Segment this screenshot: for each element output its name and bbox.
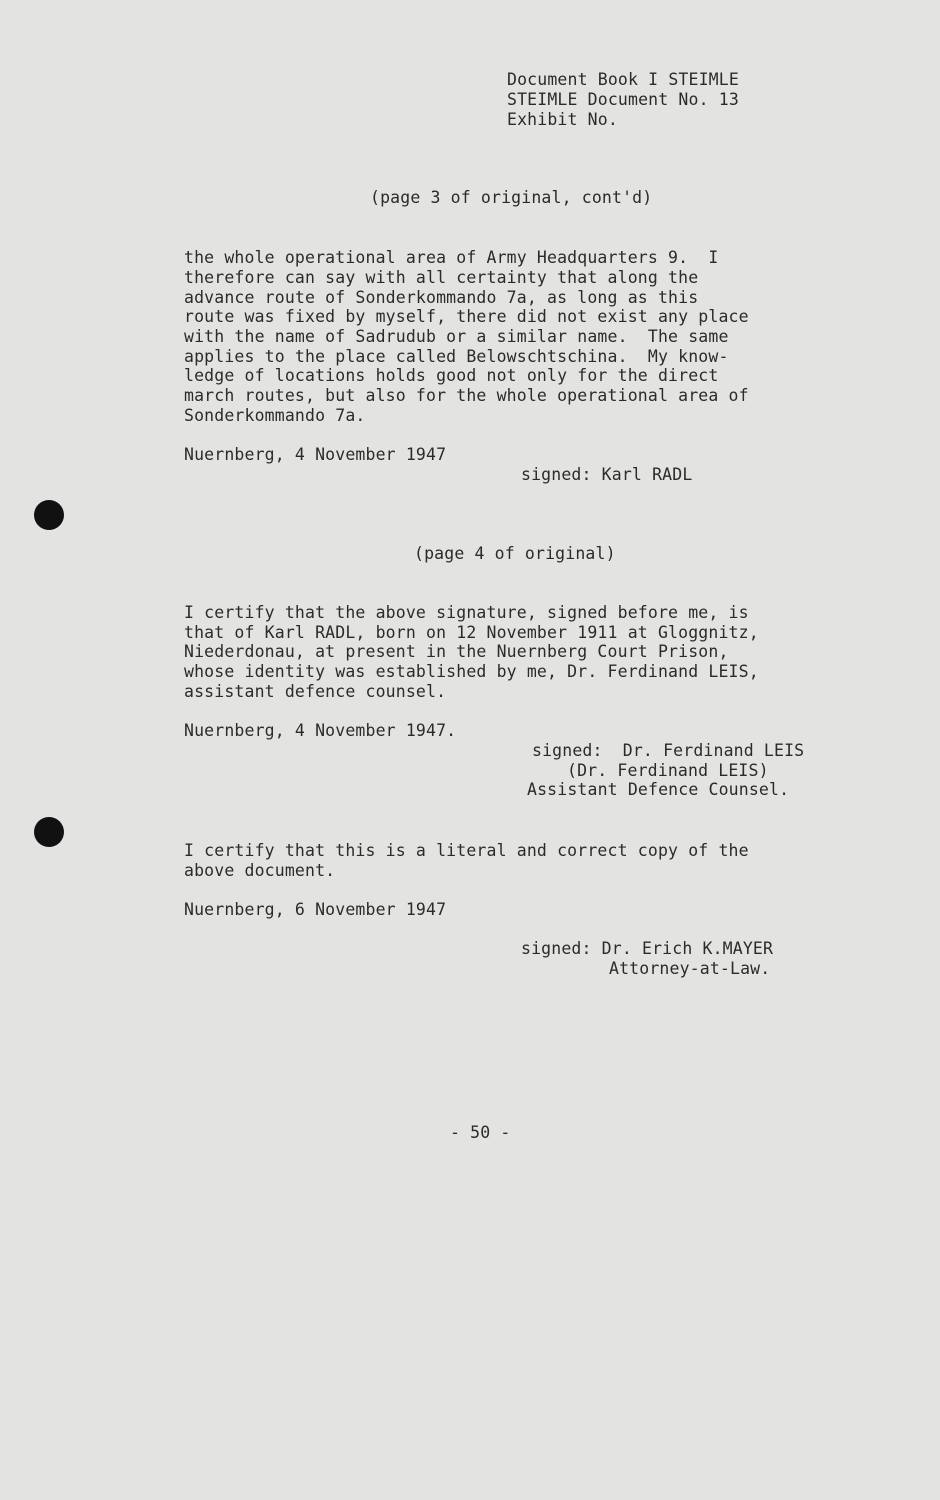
page3-line: therefore can say with all certainty that along the [184, 268, 699, 287]
page4-line: Niederdonau, at present in the Nuernberg Court Prison, [184, 642, 729, 661]
header-document-book: Document Book I STEIMLE [507, 70, 739, 89]
certification-place-date: Nuernberg, 6 November 1947 [184, 900, 447, 919]
page3-line: advance route of Sonderkommando 7a, as long as this [184, 288, 699, 307]
page4-signature-title: Assistant Defence Counsel. [527, 780, 790, 799]
page3-signature: signed: Karl RADL [521, 465, 693, 484]
page4-line: whose identity was established by me, Dr. Ferdinand LEIS, [184, 662, 759, 681]
page3-line: route was fixed by myself, there did not exist any place [184, 307, 749, 326]
page4-line: I certify that the above signature, signed before me, is [184, 603, 749, 622]
page3-line: with the name of Sadrudub or a similar name. The same [184, 327, 729, 346]
page4-line: that of Karl RADL, born on 12 November 1911 at Gloggnitz, [184, 623, 759, 642]
page4-place-date: Nuernberg, 4 November 1947. [184, 721, 457, 740]
certification-signature: signed: Dr. Erich K.MAYER [521, 939, 774, 958]
page3-line: the whole operational area of Army Headquarters 9. I [184, 248, 719, 267]
page4-signature: signed: Dr. Ferdinand LEIS [532, 741, 805, 760]
page4-signature-name: (Dr. Ferdinand LEIS) [567, 761, 769, 780]
page4-heading: (page 4 of original) [414, 544, 616, 563]
page3-line: ledge of locations holds good not only for the direct [184, 366, 719, 385]
page3-place-date: Nuernberg, 4 November 1947 [184, 445, 447, 464]
certification-signature-title: Attorney-at-Law. [609, 959, 771, 978]
header-exhibit-number: Exhibit No. [507, 110, 618, 129]
punch-hole-bottom [34, 817, 64, 847]
page3-line: Sonderkommando 7a. [184, 406, 366, 425]
page3-line: applies to the place called Belowschtschina. My know- [184, 347, 729, 366]
header-document-number: STEIMLE Document No. 13 [507, 90, 739, 109]
page3-heading: (page 3 of original, cont'd) [370, 188, 653, 207]
certification-line: I certify that this is a literal and correct copy of the [184, 841, 749, 860]
certification-line: above document. [184, 861, 336, 880]
page4-line: assistant defence counsel. [184, 682, 447, 701]
page-number: - 50 - [450, 1123, 511, 1142]
page3-line: march routes, but also for the whole operational area of [184, 386, 749, 405]
punch-hole-top [34, 500, 64, 530]
